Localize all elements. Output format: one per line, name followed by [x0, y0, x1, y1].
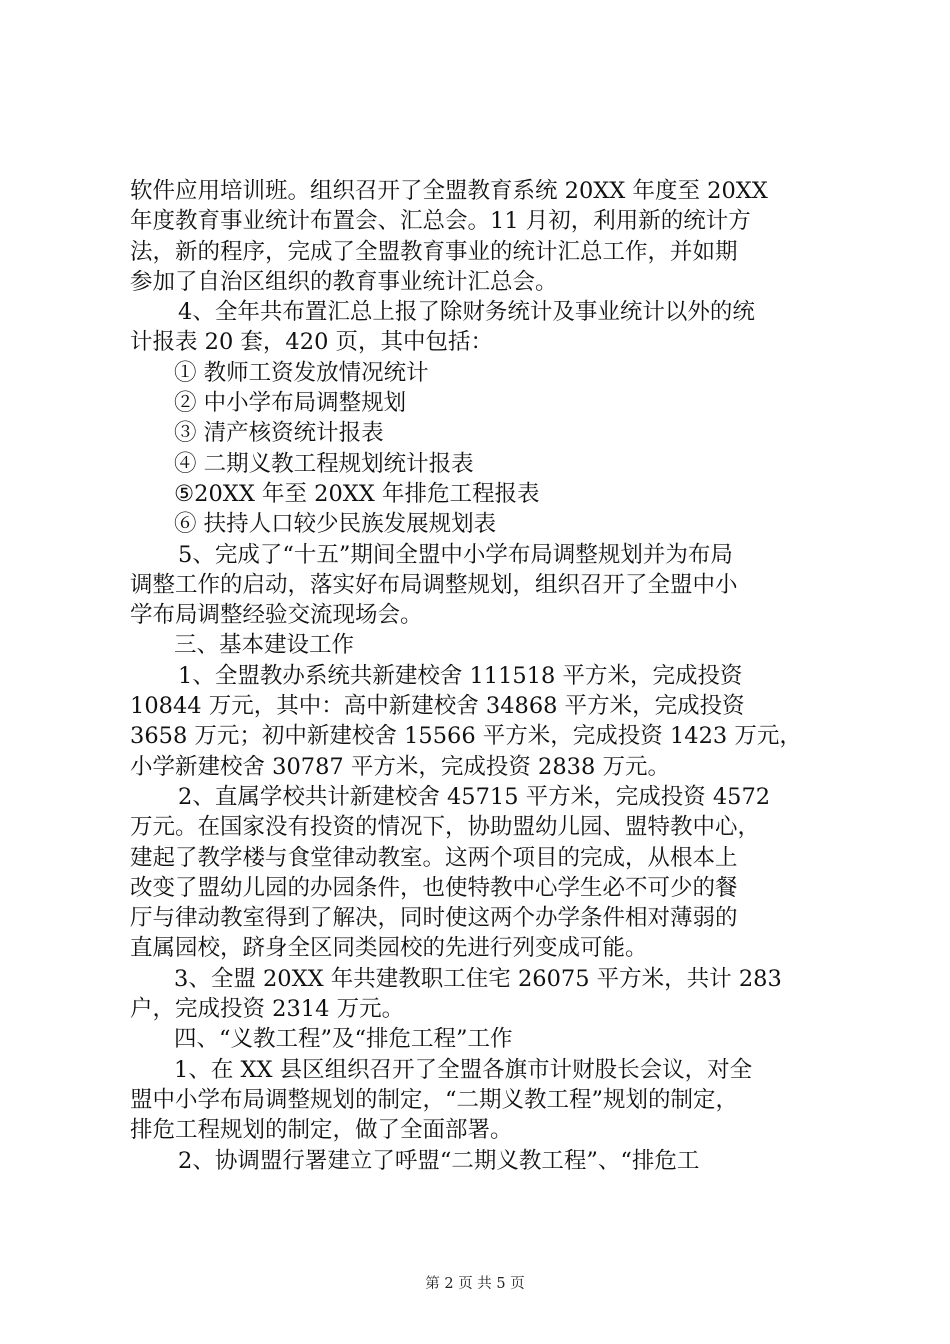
text-line: 直属园校，跻身全区同类园校的先进行列变成可能。 [130, 935, 648, 962]
text-line: 计报表 20 套，420 页，其中包括： [130, 329, 494, 356]
text-line: ⑤20XX 年至 20XX 年排危工程报表 [174, 480, 540, 507]
text-line: 厅与律动教室得到了解决，同时使这两个办学条件相对薄弱的 [130, 905, 738, 932]
text-line: 参加了自治区组织的教育事业统计汇总会。 [130, 268, 558, 295]
text-line: 小学新建校舍 30787 平方米，完成投资 2838 万元。 [130, 753, 670, 780]
text-line: 10844 万元，其中：高中新建校舍 34868 平方米，完成投资 [130, 693, 745, 720]
text-line: 年度教育事业统计布置会、汇总会。11 月初，利用新的统计方 [130, 208, 751, 235]
text-line: ① 教师工资发放情况统计 [174, 359, 429, 386]
text-line: 万元。在国家没有投资的情况下，协助盟幼儿园、盟特教中心， [130, 814, 761, 841]
text-line: 户，完成投资 2314 万元。 [130, 996, 405, 1023]
text-line: 3、全盟 20XX 年共建教职工住宅 26075 平方米，共计 283 [174, 965, 782, 992]
text-line: ④ 二期义教工程规划统计报表 [174, 450, 474, 477]
body-text [130, 176, 830, 1176]
text-line: 法，新的程序，完成了全盟教育事业的统计汇总工作，并如期 [130, 238, 738, 265]
text-line: 软件应用培训班。组织召开了全盟教育系统 20XX 年度至 20XX [130, 178, 768, 204]
text-line: 盟中小学布局调整规划的制定，“二期义教工程”规划的制定， [130, 1086, 739, 1113]
text-line: 学布局调整经验交流现场会。 [130, 602, 423, 629]
text-line: 排危工程规划的制定，做了全面部署。 [130, 1117, 513, 1144]
text-line: 5、完成了“十五”期间全盟中小学布局调整规划并为布局 [178, 541, 733, 568]
text-line: 2、协调盟行署建立了呼盟“二期义教工程”、“排危工 [178, 1147, 700, 1174]
page-footer: 第 2 页 共 5 页 [425, 1276, 525, 1292]
text-line: 调整工作的启动，落实好布局调整规划，组织召开了全盟中小 [130, 571, 738, 598]
text-line: ③ 清产核资统计报表 [174, 420, 384, 447]
text-line: 1、全盟教办系统共新建校舍 111518 平方米，完成投资 [178, 662, 743, 689]
text-line: 3658 万元；初中新建校舍 15566 平方米，完成投资 1423 万元， [130, 723, 802, 750]
text-line: ② 中小学布局调整规划 [174, 390, 407, 417]
text-line: 1、在 XX 县区组织召开了全盟各旗市计财股长会议，对全 [174, 1056, 753, 1083]
text-line: 四、“义教工程”及“排危工程”工作 [174, 1026, 513, 1053]
text-line: 2、直属学校共计新建校舍 45715 平方米，完成投资 4572 [178, 783, 771, 810]
text-line: 改变了盟幼儿园的办园条件，也使特教中心学生必不可少的餐 [130, 874, 738, 901]
text-line: ⑥ 扶持人口较少民族发展规划表 [174, 511, 497, 538]
text-line: 4、全年共布置汇总上报了除财务统计及事业统计以外的统 [178, 299, 755, 326]
text-line: 三、基本建设工作 [174, 632, 355, 659]
text-line: 建起了教学楼与食堂律动教室。这两个项目的完成，从根本上 [130, 844, 738, 871]
